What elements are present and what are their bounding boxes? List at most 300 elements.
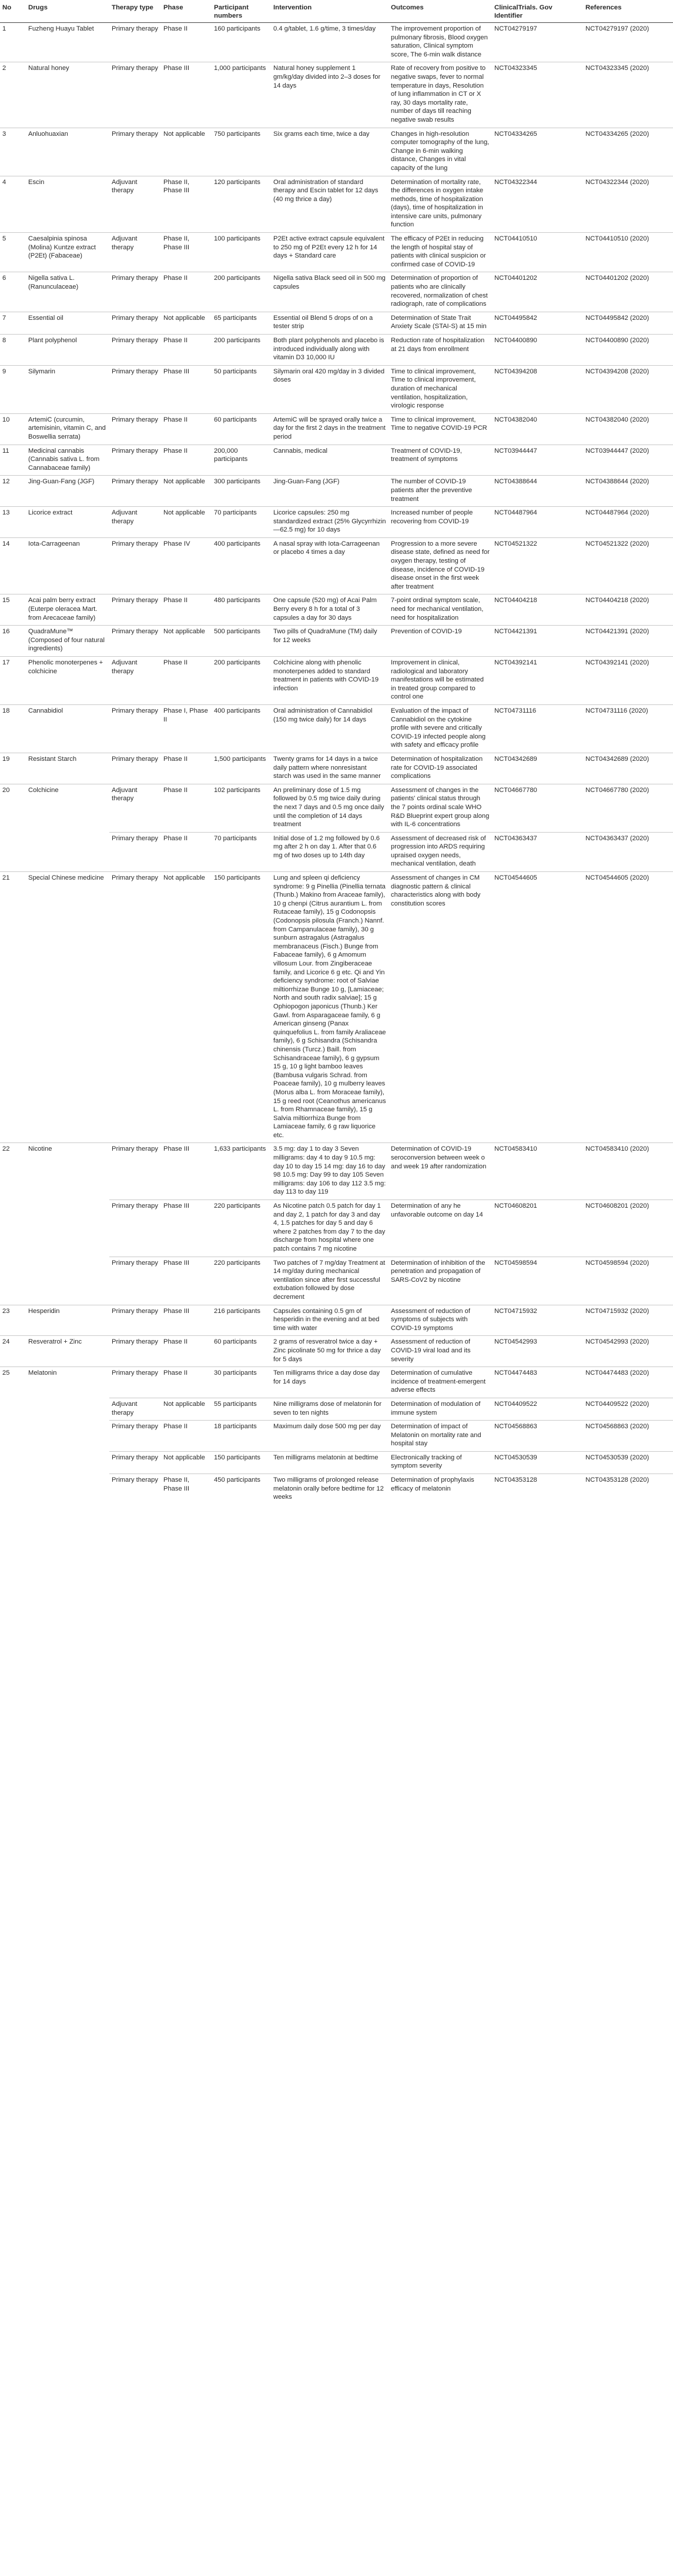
cell-intervention: Lung and spleen qi deficiency syndrome: 9 g Pinellia (Pinellia ternata (Thunb.) Makino from Araceae family), 10 g chenpi (Citrus aurantium L. from Rutaceae family), 15 g Codonopsis (Codonopsis pilosula (Franch.) Nannf. from Campanulaceae family), 30 g sunburn astragalus (Astragalus membranaceus (Fisch.) Bunge from Fabaceae family), 6 g Amomum villosum Lour. from Zingiberaceae family, and Licorice 6 g etc. Qi and Yin deficiency syndrome: root of Salviae miltiorrhizae Bunge 10 g, [Lamiaceae; North and south radix salviae]; 15 g Ophiopogon japonicus (Thunb.) Ker Gawl. from Asparagaceae family, 6 g American ginseng (Panax quinquefolius L. from family Araliaceae family), 6 g Schisandra (Schisandra chinensis (Turcz.) Baill. from Schisandraceae family), 6 g gypsum 15 g, 10 g light bamboo leaves (Bambusa vulgaris Schrad. from Poaceae family), 10 g mulberry leaves (Morus alba L. from Moraceae family), 15 g reed root (Ceanothus americanus L. from Rhamnaceae family), 15 g Salvia miltiorrhiza Bunge from Lamiaceae family, 6 g raw liquorice etc. — [271, 872, 389, 1143]
table-row — [0, 233, 673, 272]
table-row — [0, 312, 673, 334]
cell-identifier: NCT04421391 — [492, 626, 583, 657]
cell-outcomes: The improvement proportion of pulmonary fibrosis, Blood oxygen saturation, Clinical symptom score, The 6-min walk distance — [391, 25, 488, 58]
cell-drug: Resistant Starch — [26, 753, 109, 784]
cell-intervention: Six grams each time, twice a day — [271, 128, 389, 176]
cell-intervention: Twenty grams for 14 days in a twice daily pattern where nonresistant starch was used in the same manner — [271, 753, 389, 784]
cell-intervention: 2 grams of resveratrol twice a day + Zinc picolinate 50 mg for thrice a day for 5 days — [271, 1336, 389, 1367]
cell-participants: 102 participants — [212, 784, 271, 832]
cell-drug: Escin — [26, 176, 109, 233]
cell-reference: NCT04530539 (2020) — [583, 1451, 673, 1474]
cell-therapy-type: Primary therapy — [109, 1421, 161, 1452]
cell-participants: 70 participants — [212, 832, 271, 871]
cell-reference: NCT04731116 (2020) — [583, 704, 673, 753]
cell-outcomes: Determination of proportion of patients who are clinically recovered, normalization of chest radiograph, rate of complications — [389, 272, 492, 312]
cell-identifier: NCT04410510 — [492, 233, 583, 272]
cell-phase: Phase II — [161, 445, 212, 476]
cell-therapy-type: Primary therapy — [109, 62, 161, 128]
cell-outcomes: Evaluation of the impact of Cannabidiol on the cytokine profile with severe and critically COVID-19 infected people along with safety and efficacy profile — [389, 704, 492, 753]
table-row — [0, 753, 673, 784]
cell-phase: Phase II — [161, 413, 212, 445]
cell-phase: Phase I, Phase II — [161, 704, 212, 753]
cell-identifier: NCT04342689 — [492, 753, 583, 784]
cell-drug: Phenolic monoterpenes + colchicine — [26, 657, 109, 705]
cell-drug: Licorice extract — [26, 507, 109, 538]
cell-therapy-type: Adjuvant therapy — [109, 784, 161, 832]
table-row — [0, 1305, 673, 1336]
cell-phase: Not applicable — [161, 872, 212, 1143]
cell-no: 2 — [0, 62, 26, 128]
cell-outcomes: Assessment of changes in the patients' clinical status through the 7 points ordinal scale WHO R&D Blueprint expert group along with IL-6 concentrations — [389, 784, 492, 832]
cell-outcomes: Time to clinical improvement, Time to clinical improvement, duration of mechanical ventilation, hospitalization, virologic response — [389, 365, 492, 413]
cell-intervention: Ten milligrams melatonin at bedtime — [271, 1451, 389, 1474]
cell-therapy-type: Primary therapy — [109, 832, 161, 871]
cell-outcomes: Improvement in clinical, radiological and laboratory manifestations will be estimated in treated group compared to control one — [389, 657, 492, 705]
table-row — [0, 1367, 673, 1398]
cell-no: 22 — [0, 1143, 26, 1200]
cell-outcomes: The number of COVID-19 patients after the preventive treatment — [389, 476, 492, 507]
table-row — [0, 176, 673, 233]
cell-participants: 200 participants — [212, 272, 271, 312]
table-row — [0, 1421, 673, 1452]
cell-reference: NCT04583410 (2020) — [583, 1143, 673, 1200]
cell-no: 9 — [0, 365, 26, 413]
cell-identifier: NCT04474483 — [492, 1367, 583, 1398]
cell-drug: Nicotine — [26, 1143, 109, 1200]
cell-identifier: NCT03944447 — [492, 445, 583, 476]
cell-no: 15 — [0, 594, 26, 626]
cell-identifier: NCT04394208 — [492, 365, 583, 413]
cell-no: 14 — [0, 537, 26, 594]
cell-phase: Not applicable — [161, 626, 212, 657]
cell-reference: NCT04542993 (2020) — [583, 1336, 673, 1367]
cell-intervention: Both plant polyphenols and placebo is introduced individually along with vitamin D3 10,000 IU — [271, 335, 389, 366]
cell-therapy-type: Primary therapy — [109, 272, 161, 312]
cell-reference: NCT04382040 (2020) — [583, 413, 673, 445]
table-row — [0, 626, 673, 657]
cell-drug: Silymarin — [26, 365, 109, 413]
cell-drug: Nigella sativa L. (Ranunculaceae) — [26, 272, 109, 312]
cell-outcomes: Prevention of COVID-19 — [389, 626, 492, 657]
cell-no: 25 — [0, 1367, 26, 1398]
cell-phase: Phase II — [161, 1421, 212, 1452]
cell-outcomes: Determination of State Trait Anxiety Scale (STAI-S) at 15 min — [389, 312, 492, 334]
cell-phase: Phase II, Phase III — [161, 176, 212, 233]
cell-reference: NCT04392141 (2020) — [583, 657, 673, 705]
cell-no: 12 — [0, 476, 26, 507]
cell-participants: 220 participants — [212, 1257, 271, 1305]
cell-no: 6 — [0, 272, 26, 312]
table-row — [0, 832, 673, 871]
table-row — [0, 1451, 673, 1474]
cell-therapy-type: Adjuvant therapy — [109, 657, 161, 705]
cell-drug: Cannabidiol — [26, 704, 109, 753]
cell-identifier: NCT04568863 — [492, 1421, 583, 1452]
cell-reference: NCT04401202 (2020) — [583, 272, 673, 312]
cell-therapy-type: Primary therapy — [109, 753, 161, 784]
cell-phase: Phase III — [161, 1305, 212, 1336]
cell-no: 8 — [0, 335, 26, 366]
cell-no — [0, 1398, 26, 1420]
cell-outcomes: Electronically tracking of symptom severity — [389, 1451, 492, 1474]
cell-participants: 100 participants — [212, 233, 271, 272]
cell-drug: Essential oil — [26, 312, 109, 334]
cell-identifier: NCT04322344 — [492, 176, 583, 233]
table-row — [0, 1336, 673, 1367]
cell-participants: 160 participants — [214, 25, 260, 32]
cell-drug: Anluohuaxian — [26, 128, 109, 176]
cell-no: 23 — [0, 1305, 26, 1336]
cell-participants: 200 participants — [212, 335, 271, 366]
cell-identifier: NCT04334265 — [492, 128, 583, 176]
cell-reference: NCT04363437 (2020) — [583, 832, 673, 871]
cell-intervention: P2Et active extract capsule equivalent to 250 mg of P2Et every 12 h for 14 days + Standard care — [271, 233, 389, 272]
cell-no: 10 — [0, 413, 26, 445]
cell-participants: 500 participants — [212, 626, 271, 657]
cell-drug: Jing-Guan-Fang (JGF) — [26, 476, 109, 507]
cell-no: 19 — [0, 753, 26, 784]
cell-drug: Natural honey — [26, 62, 109, 128]
cell-intervention: A nasal spray with Iota-Carrageenan or placebo 4 times a day — [271, 537, 389, 594]
cell-therapy-type: Primary therapy — [109, 1305, 161, 1336]
cell-intervention: Two pills of QuadraMune (TM) daily for 12 weeks — [271, 626, 389, 657]
cell-no: 21 — [0, 872, 26, 1143]
cell-intervention: Nine milligrams dose of melatonin for seven to ten nights — [271, 1398, 389, 1420]
cell-therapy-type: Primary therapy — [109, 704, 161, 753]
cell-therapy-type: Adjuvant therapy — [109, 507, 161, 538]
cell-no: 18 — [0, 704, 26, 753]
header-no: No — [0, 0, 26, 23]
table-row — [0, 1200, 673, 1257]
cell-intervention: Nigella sativa Black seed oil in 500 mg capsules — [271, 272, 389, 312]
cell-reference: NCT04353128 (2020) — [583, 1474, 673, 1505]
table-row — [0, 1474, 673, 1505]
cell-intervention: 3.5 mg: day 1 to day 3 Seven milligrams: day 4 to day 9 10.5 mg: day 10 to day 15 14 mg: day 16 to day 98 10.5 mg: Day 99 to day 105 Seven milligrams: day 106 to day 112 3.5 mg: day 113 to day 119 — [271, 1143, 389, 1200]
cell-drug: Melatonin — [26, 1367, 109, 1398]
cell-identifier: NCT04279197 — [494, 25, 537, 32]
cell-outcomes: Rate of recovery from positive to negative swaps, fever to normal temperature in days, Resolution of lung inflammation in CT or X ray, 30 days mortality rate, number of days till reaching negative swab results — [389, 62, 492, 128]
table-row — [0, 872, 673, 1143]
cell-phase: Phase III — [161, 1143, 212, 1200]
cell-reference: NCT04544605 (2020) — [583, 872, 673, 1143]
header-intervention: Intervention — [271, 0, 389, 23]
cell-intervention: Two milligrams of prolonged release melatonin orally before bedtime for 12 weeks — [271, 1474, 389, 1505]
cell-outcomes: Assessment of reduction of COVID-19 viral load and its severity — [389, 1336, 492, 1367]
cell-drug: Caesalpinia spinosa (Molina) Kuntze extract (P2Et) (Fabaceae) — [26, 233, 109, 272]
cell-therapy-type: Primary therapy — [109, 1474, 161, 1505]
cell-phase: Phase II — [161, 832, 212, 871]
cell-no: 24 — [0, 1336, 26, 1367]
cell-outcomes: Determination of COVID-19 seroconversion between week o and week 19 after randomization — [389, 1143, 492, 1200]
cell-therapy-type: Adjuvant therapy — [109, 233, 161, 272]
cell-identifier: NCT04363437 — [492, 832, 583, 871]
cell-phase: Phase II — [163, 25, 188, 32]
cell-no: 17 — [0, 657, 26, 705]
cell-intervention: Initial dose of 1.2 mg followed by 0.6 mg after 2 h on day 1. After that 0.6 mg of two doses up to 14th day — [271, 832, 389, 871]
cell-phase: Phase III — [161, 1257, 212, 1305]
cell-phase: Phase IV — [161, 537, 212, 594]
cell-no: 11 — [0, 445, 26, 476]
table-row — [0, 413, 673, 445]
cell-intervention: Oral administration of standard therapy and Escin tablet for 12 days (40 mg thrice a day) — [271, 176, 389, 233]
cell-reference: NCT04400890 (2020) — [583, 335, 673, 366]
cell-phase: Phase III — [161, 1200, 212, 1257]
table-row — [0, 594, 673, 626]
header-outcomes: Outcomes — [389, 0, 492, 23]
table-row — [0, 23, 673, 62]
cell-outcomes: Time to clinical improvement, Time to negative COVID-19 PCR — [389, 413, 492, 445]
cell-therapy-type: Primary therapy — [109, 476, 161, 507]
cell-intervention: An preliminary dose of 1.5 mg followed by 0.5 mg twice daily during the next 7 days and 0.5 mg once daily until the completion of 14 days treatment — [271, 784, 389, 832]
cell-reference: NCT04608201 (2020) — [583, 1200, 673, 1257]
cell-therapy-type: Primary therapy — [109, 537, 161, 594]
table-row — [0, 537, 673, 594]
cell-phase: Phase III — [161, 62, 212, 128]
cell-outcomes: Progression to a more severe disease state, defined as need for oxygen therapy, testing of disease, incidence of COVID-19 disease onset in the first week after treatment — [389, 537, 492, 594]
cell-phase: Not applicable — [161, 312, 212, 334]
cell-reference: NCT04323345 (2020) — [583, 62, 673, 128]
cell-no — [0, 1451, 26, 1474]
table-row — [0, 657, 673, 705]
cell-outcomes: Determination of any he unfavorable outcome on day 14 — [389, 1200, 492, 1257]
cell-no: 1 — [2, 25, 6, 32]
header-identifier: ClinicalTrials. Gov Identifier — [492, 0, 583, 23]
cell-participants: 200,000 participants — [212, 445, 271, 476]
table-row — [0, 1257, 673, 1305]
cell-reference: NCT04279197 (2020) — [585, 25, 649, 32]
cell-intervention: As Nicotine patch 0.5 patch for day 1 and day 2, 1 patch for day 3 and day 4, 1.5 patches for day 5 and day 6 where 2 patches from day 7 to the day discharge from hospital where one patch contains 7 mg nicotine — [271, 1200, 389, 1257]
cell-reference: NCT04568863 (2020) — [583, 1421, 673, 1452]
cell-identifier: NCT04608201 — [492, 1200, 583, 1257]
cell-therapy-type: Primary therapy — [109, 1143, 161, 1200]
table-row — [0, 704, 673, 753]
cell-therapy-type: Primary therapy — [109, 1367, 161, 1398]
cell-participants: 55 participants — [212, 1398, 271, 1420]
table-body — [0, 23, 673, 1505]
cell-therapy-type: Primary therapy — [109, 312, 161, 334]
cell-participants: 70 participants — [212, 507, 271, 538]
cell-participants: 60 participants — [212, 1336, 271, 1367]
cell-participants: 450 participants — [212, 1474, 271, 1505]
cell-identifier: NCT04542993 — [492, 1336, 583, 1367]
cell-reference: NCT04474483 (2020) — [583, 1367, 673, 1398]
cell-identifier: NCT04530539 — [492, 1451, 583, 1474]
cell-therapy-type: Primary therapy — [109, 335, 161, 366]
cell-intervention: Jing-Guan-Fang (JGF) — [271, 476, 389, 507]
cell-drug: Resveratrol + Zinc — [26, 1336, 109, 1367]
cell-no: 5 — [0, 233, 26, 272]
cell-reference: NCT04667780 (2020) — [583, 784, 673, 832]
cell-outcomes: The efficacy of P2Et in reducing the length of hospital stay of patients with clinical suspicion or confirmed case of COVID-19 — [389, 233, 492, 272]
cell-identifier: NCT04392141 — [492, 657, 583, 705]
table-row — [0, 62, 673, 128]
cell-identifier: NCT04583410 — [492, 1143, 583, 1200]
cell-phase: Phase II — [161, 753, 212, 784]
cell-therapy-type: Primary therapy — [109, 128, 161, 176]
cell-identifier: NCT04598594 — [492, 1257, 583, 1305]
cell-reference: NCT04521322 (2020) — [583, 537, 673, 594]
cell-phase: Phase II — [161, 1367, 212, 1398]
cell-identifier: NCT04495842 — [492, 312, 583, 334]
table-row — [0, 445, 673, 476]
cell-intervention: Colchicine along with phenolic monoterpenes added to standard treatment in patients with COVID-19 infection — [271, 657, 389, 705]
cell-drug — [26, 1200, 109, 1257]
cell-participants: 1,000 participants — [212, 62, 271, 128]
cell-drug — [26, 1421, 109, 1452]
cell-intervention: Oral administration of Cannabidiol (150 mg twice daily) for 14 days — [271, 704, 389, 753]
cell-therapy-type: Primary therapy — [109, 872, 161, 1143]
cell-identifier: NCT04382040 — [492, 413, 583, 445]
cell-identifier: NCT04388644 — [492, 476, 583, 507]
cell-therapy-type: Primary therapy — [109, 626, 161, 657]
cell-phase: Not applicable — [161, 128, 212, 176]
cell-no — [0, 832, 26, 871]
cell-outcomes: Determination of modulation of immune system — [389, 1398, 492, 1420]
cell-no: 7 — [0, 312, 26, 334]
cell-intervention: Ten milligrams thrice a day dose day for 14 days — [271, 1367, 389, 1398]
cell-intervention: One capsule (520 mg) of Acai Palm Berry every 8 h for a total of 3 capsules a day for 30 days — [271, 594, 389, 626]
cell-phase: Phase II — [161, 335, 212, 366]
table-row — [0, 128, 673, 176]
cell-phase: Phase II — [161, 272, 212, 312]
cell-participants: 18 participants — [212, 1421, 271, 1452]
cell-drug: ArtemiC (curcumin, artemisinin, vitamin C, and Boswellia serrata) — [26, 413, 109, 445]
table-row — [0, 784, 673, 832]
cell-drug: Iota-Carrageenan — [26, 537, 109, 594]
cell-participants: 400 participants — [212, 537, 271, 594]
cell-identifier: NCT04404218 — [492, 594, 583, 626]
cell-identifier: NCT04353128 — [492, 1474, 583, 1505]
cell-outcomes: 7-point ordinal symptom scale, need for mechanical ventilation, need for hospitalization — [389, 594, 492, 626]
cell-phase: Phase III — [161, 365, 212, 413]
cell-therapy-type: Primary therapy — [112, 25, 158, 32]
cell-participants: 750 participants — [212, 128, 271, 176]
cell-no — [0, 1257, 26, 1305]
cell-phase: Phase II, Phase III — [161, 1474, 212, 1505]
cell-reference: NCT04487964 (2020) — [583, 507, 673, 538]
cell-reference: NCT04410510 (2020) — [583, 233, 673, 272]
cell-no: 13 — [0, 507, 26, 538]
cell-participants: 60 participants — [212, 413, 271, 445]
cell-drug — [26, 832, 109, 871]
cell-intervention: Cannabis, medical — [271, 445, 389, 476]
cell-no — [0, 1200, 26, 1257]
cell-participants: 150 participants — [212, 1451, 271, 1474]
cell-drug — [26, 1257, 109, 1305]
header-drugs: Drugs — [26, 0, 109, 23]
cell-phase: Phase II — [161, 1336, 212, 1367]
cell-phase: Phase II, Phase III — [161, 233, 212, 272]
cell-participants: 150 participants — [212, 872, 271, 1143]
cell-drug: Special Chinese medicine — [26, 872, 109, 1143]
cell-no: 20 — [0, 784, 26, 832]
cell-drug: Acai palm berry extract (Euterpe oleracea Mart. from Arecaceae family) — [26, 594, 109, 626]
cell-identifier: NCT04667780 — [492, 784, 583, 832]
cell-intervention: Maximum daily dose 500 mg per day — [271, 1421, 389, 1452]
table-row — [0, 1398, 673, 1420]
cell-identifier: NCT04715932 — [492, 1305, 583, 1336]
cell-participants: 480 participants — [212, 594, 271, 626]
cell-intervention: Natural honey supplement 1 gm/kg/day divided into 2–3 doses for 14 days — [271, 62, 389, 128]
cell-participants: 216 participants — [212, 1305, 271, 1336]
cell-therapy-type: Primary therapy — [109, 1257, 161, 1305]
cell-therapy-type: Primary therapy — [109, 594, 161, 626]
cell-identifier: NCT04731116 — [492, 704, 583, 753]
cell-therapy-type: Primary therapy — [109, 1336, 161, 1367]
cell-reference: NCT04404218 (2020) — [583, 594, 673, 626]
cell-intervention: Silymarin oral 420 mg/day in 3 divided doses — [271, 365, 389, 413]
cell-phase: Phase II — [161, 594, 212, 626]
cell-therapy-type: Primary therapy — [109, 1451, 161, 1474]
cell-no: 16 — [0, 626, 26, 657]
header-row — [0, 0, 673, 23]
cell-drug — [26, 1398, 109, 1420]
cell-outcomes: Determination of hospitalization rate for COVID-19 associated complications — [389, 753, 492, 784]
table-row — [0, 365, 673, 413]
cell-participants: 300 participants — [212, 476, 271, 507]
cell-identifier: NCT04487964 — [492, 507, 583, 538]
cell-participants: 65 participants — [212, 312, 271, 334]
cell-identifier: NCT04521322 — [492, 537, 583, 594]
cell-no: 3 — [0, 128, 26, 176]
cell-therapy-type: Primary therapy — [109, 413, 161, 445]
cell-identifier: NCT04323345 — [492, 62, 583, 128]
cell-therapy-type: Adjuvant therapy — [109, 1398, 161, 1420]
cell-phase: Phase II — [161, 784, 212, 832]
cell-phase: Not applicable — [161, 476, 212, 507]
cell-outcomes: Determination of inhibition of the penetration and propagation of SARS-CoV2 by nicotine — [389, 1257, 492, 1305]
cell-identifier: NCT04544605 — [492, 872, 583, 1143]
header-therapy-type: Therapy type — [109, 0, 161, 23]
cell-reference: NCT04715932 (2020) — [583, 1305, 673, 1336]
cell-intervention: ArtemiC will be sprayed orally twice a day for the first 2 days in the treatment period — [271, 413, 389, 445]
cell-participants: 50 participants — [212, 365, 271, 413]
cell-participants: 1,500 participants — [212, 753, 271, 784]
cell-outcomes: Determination of mortality rate, the differences in oxygen intake methods, time of hospitalization (days), time of hospitalization in intensive care units, pulmonary function — [389, 176, 492, 233]
cell-no — [0, 1474, 26, 1505]
cell-reference: NCT04409522 (2020) — [583, 1398, 673, 1420]
cell-reference: NCT04394208 (2020) — [583, 365, 673, 413]
cell-identifier: NCT04409522 — [492, 1398, 583, 1420]
cell-therapy-type: Primary therapy — [109, 365, 161, 413]
cell-outcomes: Assessment of changes in CM diagnostic pattern & clinical characteristics along with body constitution scores — [389, 872, 492, 1143]
cell-intervention: Licorice capsules: 250 mg standardized extract (25% Glycyrrhizin—62.5 mg) for 10 days — [271, 507, 389, 538]
cell-outcomes: Assessment of reduction of symptoms of subjects with COVID-19 symptoms — [389, 1305, 492, 1336]
cell-reference: NCT04421391 (2020) — [583, 626, 673, 657]
cell-intervention: Essential oil Blend 5 drops of on a tester strip — [271, 312, 389, 334]
cell-phase: Not applicable — [161, 507, 212, 538]
table-row — [0, 272, 673, 312]
cell-participants: 400 participants — [212, 704, 271, 753]
table-row — [0, 507, 673, 538]
cell-identifier: NCT04400890 — [492, 335, 583, 366]
cell-phase: Not applicable — [161, 1398, 212, 1420]
cell-participants: 200 participants — [212, 657, 271, 705]
cell-reference: NCT04334265 (2020) — [583, 128, 673, 176]
cell-outcomes: Determination of prophylaxis efficacy of melatonin — [389, 1474, 492, 1505]
cell-therapy-type: Primary therapy — [109, 1200, 161, 1257]
header-phase: Phase — [161, 0, 212, 23]
cell-drug: Fuzheng Huayu Tablet — [28, 25, 94, 32]
cell-reference: NCT04342689 (2020) — [583, 753, 673, 784]
cell-phase: Phase II — [161, 657, 212, 705]
cell-outcomes: Increased number of people recovering from COVID-19 — [389, 507, 492, 538]
cell-identifier: NCT04401202 — [492, 272, 583, 312]
cell-drug — [26, 1474, 109, 1505]
cell-drug: QuadraMune™ (Composed of four natural ingredients) — [26, 626, 109, 657]
cell-reference: NCT04322344 (2020) — [583, 176, 673, 233]
cell-participants: 220 participants — [212, 1200, 271, 1257]
